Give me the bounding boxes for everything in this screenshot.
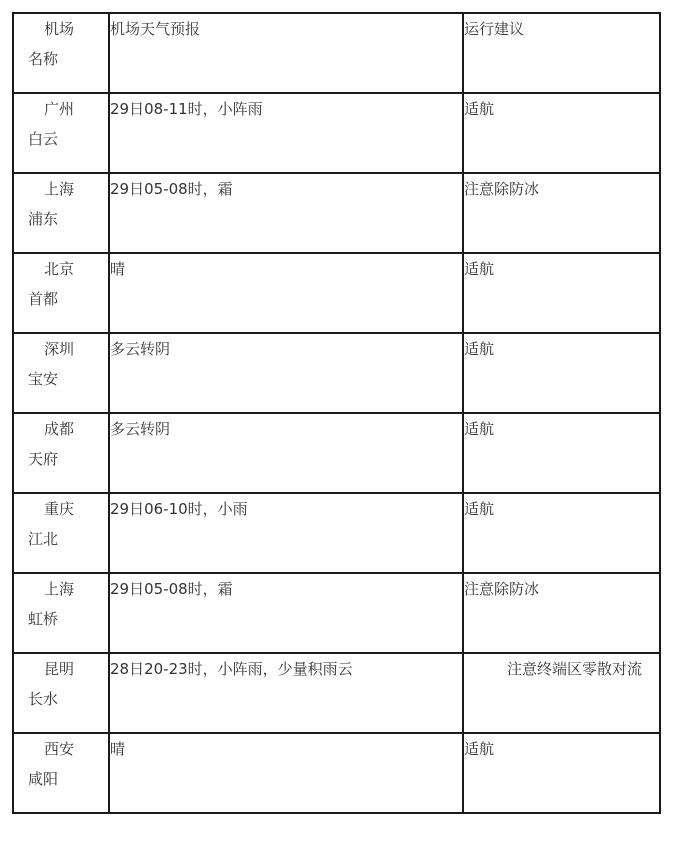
advice-cell — [463, 653, 660, 733]
airport-name-line1: 北京 — [44, 260, 75, 278]
airport-name-line1: 上海 — [44, 180, 75, 198]
airport-name-line1: 成都 — [44, 420, 75, 438]
advice-cell: 适航 — [463, 413, 660, 493]
airport-name-line2: 天府 — [28, 450, 59, 468]
airport-name-line1: 上海 — [44, 580, 75, 598]
airport-name-line2: 浦东 — [28, 210, 59, 228]
forecast-cell: 29日08-11时，小阵雨 — [109, 93, 463, 173]
airport-name-line1: 广州 — [44, 100, 75, 118]
table-row — [13, 733, 660, 813]
airport-name-line2: 虹桥 — [28, 610, 59, 628]
forecast-cell: 多云转阴 — [109, 333, 463, 413]
forecast-cell: 晴 — [109, 733, 463, 813]
header-airport-name-line2: 名称 — [28, 50, 59, 68]
advice-cell: 适航 — [463, 733, 660, 813]
header-forecast: 机场天气预报 — [109, 13, 463, 93]
airport-name-line1: 昆明 — [44, 660, 75, 678]
forecast-cell: 29日05-08时，霜 — [109, 573, 463, 653]
forecast-cell: 29日06-10时，小雨 — [109, 493, 463, 573]
forecast-cell: 晴 — [109, 253, 463, 333]
forecast-cell: 多云转阴 — [109, 413, 463, 493]
airport-name-cell — [13, 93, 109, 173]
table-row — [13, 333, 660, 413]
airport-name-line2: 长水 — [28, 690, 59, 708]
forecast-cell: 29日05-08时，霜 — [109, 173, 463, 253]
advice-cell: 注意除防冰 — [463, 573, 660, 653]
airport-name-cell — [13, 413, 109, 493]
airport-name-cell — [13, 253, 109, 333]
airport-name-cell — [13, 173, 109, 253]
forecast-cell: 28日20-23时，小阵雨，少量积雨云 — [109, 653, 463, 733]
table-row — [13, 493, 660, 573]
table-row — [13, 573, 660, 653]
airport-name-line2: 咸阳 — [28, 770, 59, 788]
airport-name-line1: 重庆 — [44, 500, 75, 518]
advice-cell: 适航 — [463, 333, 660, 413]
airport-name-cell — [13, 573, 109, 653]
header-airport-name — [13, 13, 109, 93]
advice-cell: 注意除防冰 — [463, 173, 660, 253]
airport-name-line1: 西安 — [44, 740, 75, 758]
advice-cell: 适航 — [463, 493, 660, 573]
advice-cell: 适航 — [463, 93, 660, 173]
airport-name-line2: 白云 — [28, 130, 59, 148]
airport-weather-table — [12, 12, 661, 814]
header-advice: 运行建议 — [463, 13, 660, 93]
airport-name-cell — [13, 653, 109, 733]
table-header-row — [13, 13, 660, 93]
table-row — [13, 253, 660, 333]
airport-name-line2: 宝安 — [28, 370, 59, 388]
airport-name-cell — [13, 333, 109, 413]
airport-name-cell — [13, 733, 109, 813]
advice-cell: 适航 — [463, 253, 660, 333]
airport-name-cell — [13, 493, 109, 573]
airport-name-line1: 深圳 — [44, 340, 75, 358]
header-airport-name-line1: 机场 — [44, 20, 75, 38]
table-row — [13, 653, 660, 733]
airport-name-line2: 首都 — [28, 290, 59, 308]
table-row — [13, 93, 660, 173]
table-row — [13, 413, 660, 493]
table-row — [13, 173, 660, 253]
advice-text: 注意终端区零散对流 — [507, 660, 643, 678]
airport-name-line2: 江北 — [28, 530, 59, 548]
